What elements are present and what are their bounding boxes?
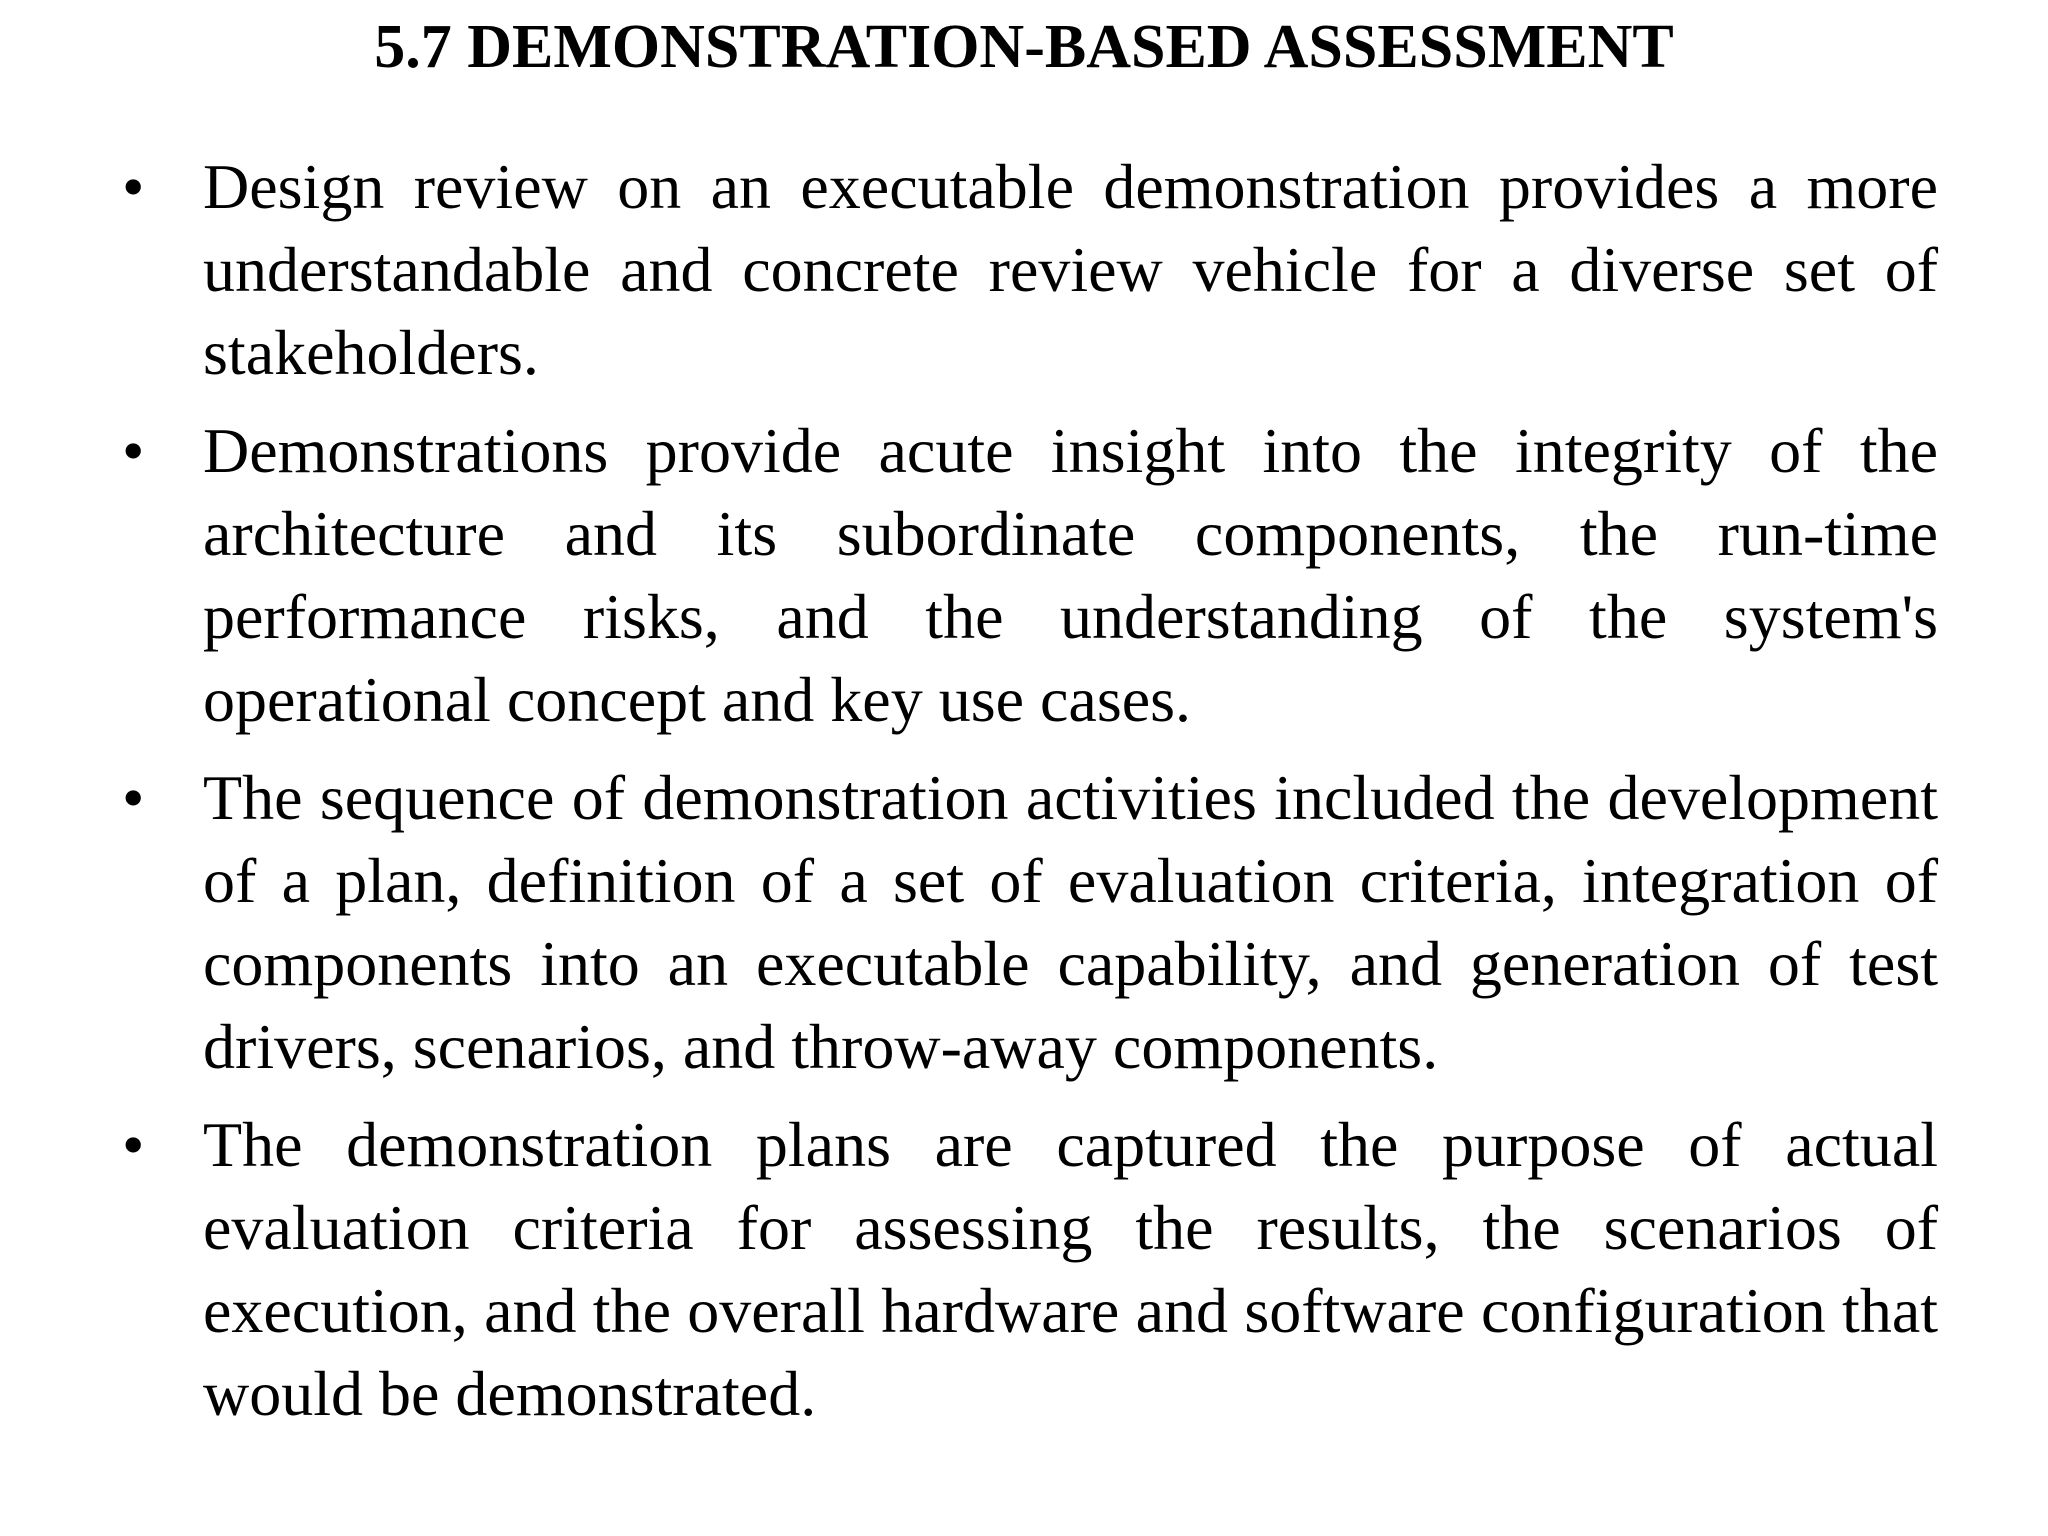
bullet-text: Design review on an executable demonstration provides a more understandable and concrete review vehicle for a diverse set of stakeholders.	[203, 151, 1938, 388]
list-item	[0, 409, 2048, 741]
bullet-text: The demonstration plans are captured the purpose of actual evaluation criteria for assessing the results, the scenarios of execution, and the overall hardware and software configuration that would be demonstrated.	[203, 1109, 1938, 1429]
bullet-list	[0, 145, 2048, 1450]
bullet-text: The sequence of demonstration activities included the development of a plan, definition of a set of evaluation criteria, integration of components into an executable capability, and generation of test drivers, scenarios, and throw-away components.	[203, 762, 1938, 1082]
list-item	[0, 756, 2048, 1088]
list-item	[0, 145, 2048, 394]
page-title: 5.7 DEMONSTRATION-BASED ASSESSMENT	[374, 13, 1674, 81]
bullet-icon: •	[122, 1109, 145, 1180]
bullet-icon: •	[122, 151, 145, 222]
bullet-icon: •	[122, 762, 145, 833]
bullet-text: Demonstrations provide acute insight into the integrity of the architecture and its subordinate components, the run-time performance risks, and the understanding of the system's operational concept and key use cases.	[203, 415, 1938, 735]
bullet-icon: •	[122, 415, 145, 486]
list-item	[0, 1103, 2048, 1435]
